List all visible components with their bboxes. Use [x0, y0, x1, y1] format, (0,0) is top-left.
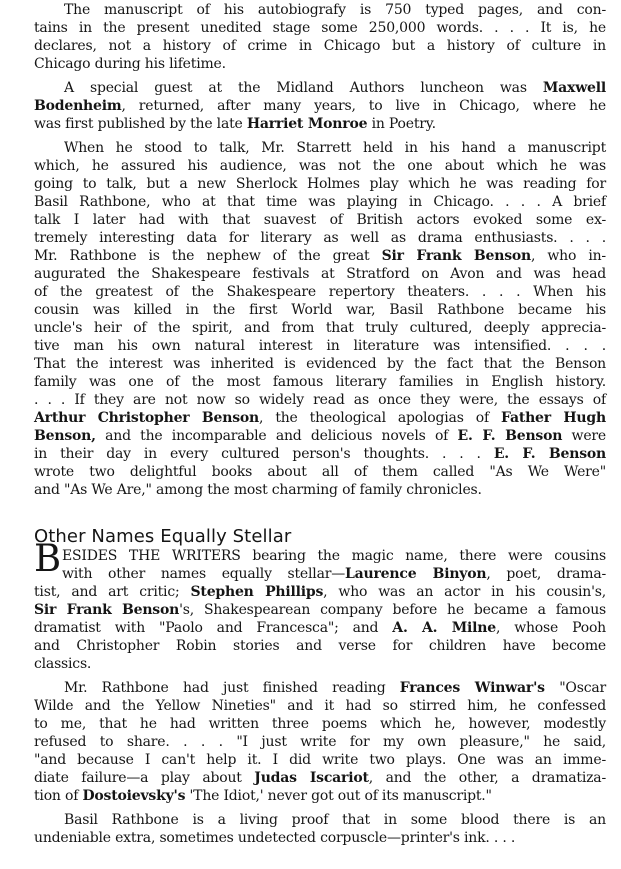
text-line: The manuscript of his autobiografy is 750 typed pages, and con-: [64, 2, 606, 18]
text-line: going to talk, but a new Sherlock Holmes play which he was reading for: [34, 176, 606, 192]
text-line: of the greatest of the Shakespeare repertory theaters. . . . When his: [34, 284, 606, 300]
text-line: cousin was killed in the first World war, Basil Rathbone became his: [34, 302, 606, 318]
text-line: uncle's heir of the spirit, and from that truly cultured, deeply apprecia-: [34, 320, 606, 336]
text-line: That the interest was inherited is evidenced by the fact that the Benson: [34, 356, 606, 372]
text-line: wrote two delightful books about all of them called "As We Were": [34, 464, 606, 480]
drop-cap: B: [34, 537, 62, 580]
text-line: and "As We Are," among the most charming of family chronicles.: [34, 482, 482, 498]
text-line: which, he assured his audience, was not the one about which he was: [34, 158, 606, 174]
text-line: Basil Rathbone, who at that time was playing in Chicago. . . . A brief: [34, 194, 606, 210]
text-line: tremely interesting data for literary as well as drama enthusiasts. . . .: [34, 230, 606, 246]
text-line: Basil Rathbone is a living proof that in some blood there is an: [64, 812, 606, 828]
text-line: When he stood to talk, Mr. Starrett held in his hand a manuscript: [64, 140, 606, 156]
text-line: with other names equally stellar—Laurence Binyon, poet, drama-: [62, 566, 607, 582]
text-line: tains in the present unedited stage some 250,000 words. . . . It is, he: [34, 20, 606, 36]
text-line: Mr. Rathbone is the nephew of the great Sir Frank Benson, who in-: [34, 248, 606, 264]
text-line: to me, that he had written three poems which he, however, modestly: [34, 716, 606, 732]
text-line: family was one of the most famous literary families in English history.: [34, 374, 606, 390]
section-heading: Other Names Equally Stellar: [34, 526, 292, 547]
text-line: Mr. Rathbone had just finished reading Frances Winwar's "Oscar: [64, 680, 606, 696]
text-line: Arthur Christopher Benson, the theological apologias of Father Hugh: [34, 410, 606, 426]
text-line: Wilde and the Yellow Nineties" and it had so stirred him, he confessed: [34, 698, 606, 714]
text-line: ESIDES THE WRITERS bearing the magic name, there were cousins: [62, 548, 606, 564]
text-line: declares, not a history of crime in Chicago but a history of culture in: [34, 38, 606, 54]
text-line: refused to share. . . . "I just write for my own pleasure," he said,: [34, 734, 606, 750]
text-line: Chicago during his lifetime.: [34, 56, 226, 72]
text-line: diate failure—a play about Judas Iscariot, and the other, a dramatiza-: [34, 770, 606, 786]
text-line: tist, and art critic; Stephen Phillips, who was an actor in his cousin's,: [34, 584, 606, 600]
text-line: undeniable extra, sometimes undetected corpuscle—printer's ink. . . .: [34, 830, 516, 846]
text-line: dramatist with "Paolo and Francesca"; and A. A. Milne, whose Pooh: [34, 620, 606, 636]
text-line: Benson, and the incomparable and delicious novels of E. F. Benson were: [34, 428, 606, 444]
text-line: and Christopher Robin stories and verse for children have become: [34, 638, 606, 654]
text-line: Bodenheim, returned, after many years, to live in Chicago, where he: [34, 98, 606, 114]
text-line: classics.: [34, 656, 92, 672]
text-line: . . . If they are not now so widely read as once they were, the essays of: [34, 392, 606, 408]
text-line: in their day in every cultured person's thoughts. . . . E. F. Benson: [34, 446, 606, 462]
text-line: augurated the Shakespeare festivals at Stratford on Avon and was head: [34, 266, 606, 282]
text-line: A special guest at the Midland Authors luncheon was Maxwell: [64, 80, 606, 96]
text-line: was first published by the late Harriet Monroe in Poetry.: [34, 116, 436, 132]
text-line: talk I later had with that suavest of British actors evoked some ex-: [34, 212, 606, 228]
text-line: "and because I can't help it. I did write two plays. One was an imme-: [34, 752, 606, 768]
text-line: tive man his own natural interest in literature was intensified. . . .: [34, 338, 606, 354]
text-line: Sir Frank Benson's, Shakespearean company before he became a famous: [34, 602, 606, 618]
text-line: tion of Dostoievsky's 'The Idiot,' never got out of its manuscript.": [34, 788, 492, 804]
